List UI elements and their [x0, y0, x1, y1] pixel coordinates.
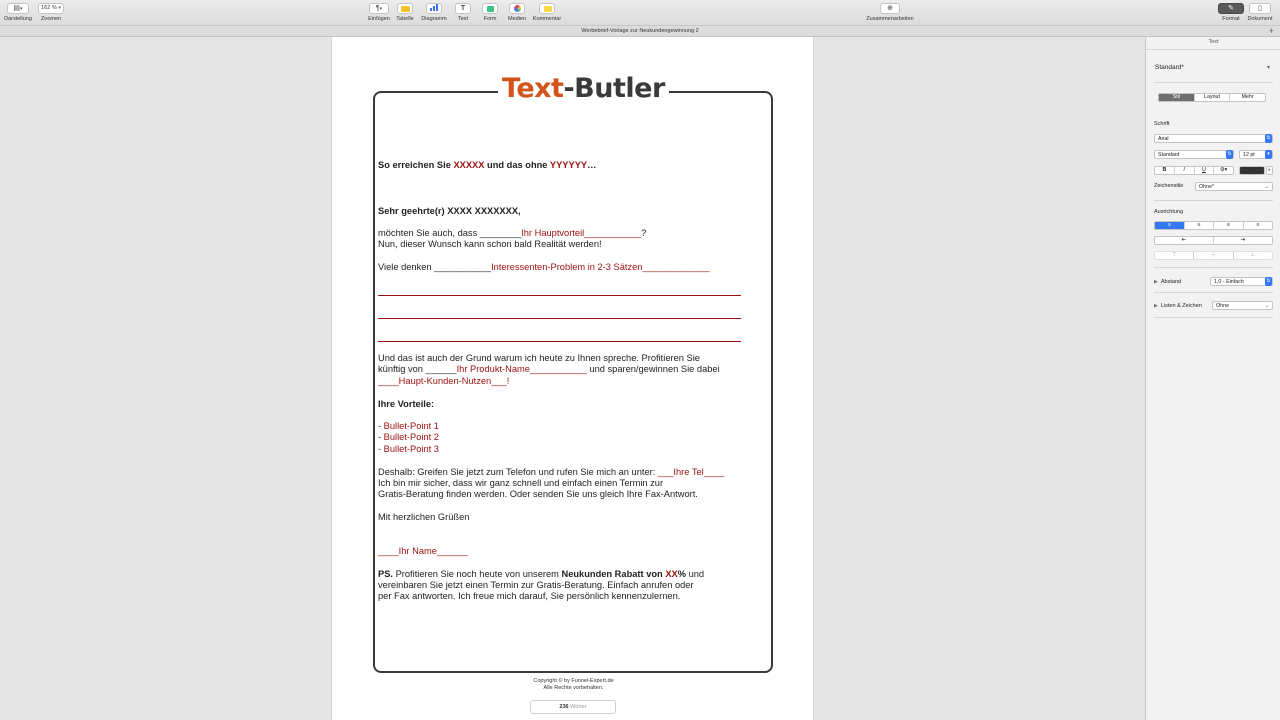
paragraph-product-2[interactable]: künftig von ______Ihr Produkt-Name___________ und sparen/gewinnen Sie dabei	[378, 364, 720, 374]
comment-button[interactable]: Kommentar	[531, 3, 563, 22]
document-title: Werbebrief-Vorlage zur Neukundengewinnung 2	[581, 28, 699, 34]
character-styles-label: Zeichenstile	[1154, 183, 1184, 189]
italic-button[interactable]: I	[1175, 167, 1195, 174]
tab-layout[interactable]: Layout	[1195, 94, 1231, 101]
align-left-icon[interactable]: ≡	[1155, 222, 1185, 229]
align-justify-icon[interactable]: ≡	[1256, 222, 1260, 228]
salutation[interactable]: Sehr geehrte(r) XXXX XXXXXXX,	[378, 206, 521, 216]
inspector-tabs	[1158, 93, 1266, 102]
comment-icon	[539, 3, 555, 14]
document-canvas[interactable]	[0, 37, 1145, 720]
table-icon	[397, 3, 413, 14]
decrease-indent-icon[interactable]: ⇤	[1155, 237, 1214, 244]
zoom-value: 162 % ▾	[38, 3, 64, 14]
ps-line-2[interactable]: vereinbaren Sie jetzt einen Termin zur Gratis-Beratung. Einfach anrufen oder	[378, 580, 694, 590]
text-style-buttons	[1154, 166, 1234, 175]
page[interactable]	[331, 37, 814, 720]
shape-icon	[482, 3, 498, 14]
document-button[interactable]: ▯ Dokument	[1247, 5, 1273, 22]
increase-indent-icon[interactable]: ⇥	[1240, 237, 1246, 243]
bullet-point[interactable]: - Bullet-Point 1	[378, 421, 439, 431]
placeholder-line	[378, 295, 741, 296]
chart-icon	[426, 3, 442, 14]
word-count[interactable]: 236 Wörter	[530, 700, 616, 714]
placeholder-line	[378, 341, 741, 342]
align-top-icon[interactable]: ⊤	[1155, 252, 1194, 259]
align-middle-icon[interactable]: ⊹	[1194, 252, 1233, 259]
text-button[interactable]: T Text	[452, 3, 474, 22]
font-family-select[interactable]: Arial ⇅	[1154, 134, 1273, 143]
ps-line-1[interactable]: PS. Profitieren Sie noch heute von unserem Neukunden Rabatt von XX% und	[378, 569, 705, 579]
closing[interactable]: Mit herzlichen Grüßen	[378, 512, 470, 522]
character-style-select[interactable]: Ohne* ⌄	[1195, 182, 1273, 191]
paragraph-style[interactable]: Standard*	[1155, 64, 1184, 71]
media-button[interactable]: Medien	[506, 3, 528, 22]
align-center-icon[interactable]: ≡	[1185, 222, 1215, 229]
paragraph-cta-1[interactable]: Deshalb: Greifen Sie jetzt zum Telefon und rufen Sie mich an unter: ___Ihre Tel____	[378, 467, 725, 477]
align-bottom-icon[interactable]: ⊥	[1250, 252, 1256, 258]
paragraph-intro[interactable]: möchten Sie auch, dass ________Ihr Hauptvorteil___________?	[378, 228, 647, 238]
font-size-field[interactable]: 12 pt ▾	[1239, 150, 1273, 159]
paragraph-cta-2[interactable]: Ich bin mir sicher, dass wir ganz schnell und einfach einen Termin zur	[378, 478, 664, 488]
underline-button[interactable]: U	[1195, 167, 1215, 174]
paragraph-icon: ¶▾	[369, 3, 389, 14]
paragraph-intro-2[interactable]: Nun, dieser Wunsch kann schon bald Realität werden!	[378, 239, 602, 249]
toolbar	[0, 0, 1280, 26]
paragraph-product-1[interactable]: Und das ist auch der Grund warum ich heute zu Ihnen spreche. Profitieren Sie	[378, 353, 700, 363]
lists-section[interactable]: ▶ Listen & Zeichen	[1154, 303, 1202, 309]
chevron-down-icon[interactable]: ▾	[1267, 65, 1271, 71]
document-title-bar	[0, 26, 1280, 37]
add-tab-icon[interactable]: +	[1268, 26, 1274, 36]
insert-button[interactable]: ¶▾ Einfügen	[368, 5, 390, 22]
format-inspector	[1145, 37, 1280, 720]
tab-style[interactable]: Stil	[1159, 94, 1195, 101]
disclosure-triangle-icon: ▶	[1154, 279, 1158, 285]
paragraph-cta-3[interactable]: Gratis-Beratung finden werden. Oder senden Sie uns gleich Ihre Fax-Antwort.	[378, 489, 698, 499]
chart-button[interactable]: Diagramm	[420, 3, 448, 22]
view-button[interactable]: ▤▾ Darstellung	[4, 5, 32, 22]
sidebar-layout-icon: ▤▾	[7, 3, 29, 14]
placeholder-line	[378, 318, 741, 319]
bullet-point[interactable]: - Bullet-Point 2	[378, 432, 439, 442]
align-right-icon[interactable]: ≡	[1214, 222, 1244, 229]
alignment-label: Ausrichtung	[1154, 209, 1184, 215]
text-butler-logo: Text-Butler	[498, 73, 669, 105]
paintbrush-icon: ✎	[1218, 3, 1244, 14]
text-color-well[interactable]	[1239, 166, 1265, 175]
signature[interactable]: ____Ihr Name______	[378, 546, 468, 556]
inspector-header: Text	[1208, 39, 1219, 45]
list-style-select[interactable]: Ohne ⌄	[1212, 301, 1273, 310]
alignment-buttons	[1154, 221, 1273, 230]
zoom-dropdown[interactable]: 162 % ▾ Zoomen	[37, 3, 65, 22]
advantages-heading[interactable]: Ihre Vorteile:	[378, 399, 435, 409]
vertical-alignment-buttons	[1154, 251, 1273, 260]
font-style-select[interactable]: Standard ⇅	[1154, 150, 1234, 159]
font-section-label: Schrift	[1154, 121, 1170, 127]
text-options-gear-icon[interactable]: ⚙▾	[1219, 167, 1228, 173]
collaborate-icon: ⊕	[880, 3, 900, 14]
text-box-icon: T	[455, 3, 471, 14]
bold-button[interactable]: B	[1155, 167, 1175, 174]
indent-buttons	[1154, 236, 1273, 245]
spacing-section[interactable]: ▶ Abstand	[1154, 279, 1182, 285]
tab-more[interactable]: Mehr	[1241, 94, 1254, 100]
document-icon: ▯	[1249, 3, 1271, 14]
bullet-point[interactable]: - Bullet-Point 3	[378, 444, 439, 454]
collaborate-button[interactable]: ⊕ Zusammenarbeiten	[866, 5, 914, 22]
color-wheel-icon[interactable]: ◐	[1267, 167, 1272, 173]
format-button[interactable]: ✎ Format	[1217, 3, 1245, 22]
disclosure-triangle-icon: ▶	[1154, 303, 1158, 309]
headline[interactable]: So erreichen Sie XXXXX und das ohne YYYYYY…	[378, 160, 597, 170]
ps-line-3[interactable]: per Fax antworten. Ich freue mich darauf, Sie persönlich kennenzulernen.	[378, 591, 681, 601]
paragraph-problem[interactable]: Viele denken ___________Interessenten-Problem in 2-3 Sätzen_____________	[378, 262, 710, 272]
media-icon	[509, 3, 525, 14]
copyright-footer: Copyright © by Funnel-Expert.de Alle Rechte vorbehalten.	[533, 678, 614, 691]
paragraph-product-3[interactable]: ____Haupt-Kunden-Nutzen___!	[378, 376, 510, 386]
shape-button[interactable]: Form	[479, 3, 501, 22]
spacing-select[interactable]: 1,0 - Einfach ⇅	[1210, 277, 1273, 286]
table-button[interactable]: Tabelle	[394, 3, 416, 22]
